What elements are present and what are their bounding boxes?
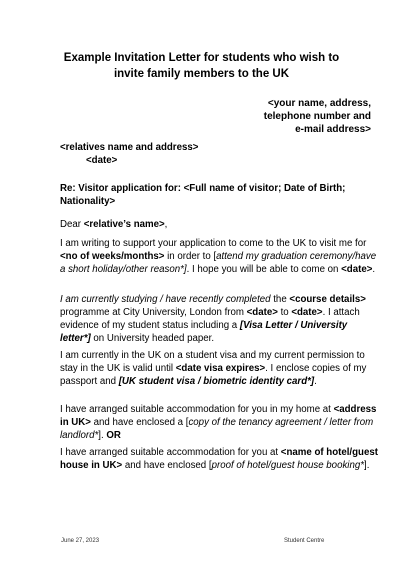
- para2-status: I am currently studying / have recently completed: [60, 294, 271, 305]
- paragraph-1: [60, 237, 380, 276]
- para2-course: <course details>: [289, 294, 366, 305]
- para5-booking-proof: proof of hotel/guest house booking*: [211, 460, 365, 471]
- para2-start-date: <date>: [246, 307, 278, 318]
- para4-text-2: and have enclosed a [: [90, 417, 189, 428]
- para1-text-2: in order to [: [164, 251, 217, 262]
- subject-prefix: Re: Visitor application for:: [60, 183, 184, 194]
- sender-address-line-3: e-mail address>: [295, 124, 371, 135]
- footer-source: Student Centre: [284, 538, 325, 544]
- title-line-2: invite family members to the UK: [113, 68, 290, 80]
- para3-text-3: .: [314, 376, 317, 387]
- para3-text-2: . I enclose copies of my passport and: [60, 363, 367, 387]
- para2-text-5: on University headed paper.: [90, 333, 215, 344]
- recipient-date: <date>: [86, 155, 118, 166]
- para1-reason: attend my graduation ceremony/have a short holiday/other reason*]: [60, 251, 377, 275]
- recipient-block: [60, 141, 380, 167]
- title-line-1: Example Invitation Letter for students who wish to: [63, 52, 340, 64]
- para3-text-1: I am currently in the UK on a student visa and my current permission to stay in the UK is valid until: [60, 350, 365, 374]
- para2-text-3: to: [277, 307, 292, 318]
- subject-details: <Full name of visitor; Date of Birth; Nationality>: [60, 183, 346, 207]
- para4-tenancy-doc: copy of the tenancy agreement / letter from landlord*: [60, 417, 374, 441]
- para4-address: <address in UK>: [60, 404, 377, 428]
- para4-or: OR: [106, 430, 121, 441]
- para3-visa-docs: [UK student visa / biometric identity card*]: [118, 376, 315, 387]
- salutation-suffix: ,: [164, 219, 168, 230]
- paragraph-3: [60, 349, 380, 388]
- para1-duration: <no of weeks/months>: [60, 251, 165, 262]
- para4-text-3: ].: [98, 430, 107, 441]
- footer-date: June 27, 2023: [61, 538, 100, 544]
- para2-text-2: programme at City University, London from: [60, 307, 247, 318]
- para1-text-3: . I hope you will be able to come on: [186, 264, 342, 275]
- sender-address: [264, 97, 371, 136]
- para5-text-1: I have arranged suitable accommodation for you at: [60, 447, 281, 458]
- sender-address-line-1: <your name, address,: [267, 98, 371, 109]
- para2-evidence: [Visa Letter / University letter*]: [60, 320, 348, 344]
- recipient-name-address: <relatives name and address>: [60, 142, 199, 153]
- para1-date: <date>: [341, 264, 373, 275]
- para5-text-2: and have enclosed [: [122, 460, 212, 471]
- para5-hotel: <name of hotel/guest house in UK>: [60, 447, 378, 471]
- paragraph-2: [60, 293, 380, 345]
- paragraph-4: [60, 403, 380, 442]
- salutation-prefix: Dear: [60, 219, 84, 230]
- subject-line: [60, 182, 380, 208]
- letter-title: [40, 50, 363, 82]
- para1-text-1: I am writing to support your application to come to the UK to visit me for: [60, 238, 367, 249]
- para2-text-1: the: [270, 294, 290, 305]
- salutation: [60, 218, 380, 231]
- para2-end-date: <date>: [291, 307, 323, 318]
- para3-visa-expiry: <date visa expires>: [175, 363, 266, 374]
- para1-text-4: .: [372, 264, 376, 275]
- sender-address-line-2: telephone number and: [263, 111, 371, 122]
- para5-text-3: ].: [364, 460, 370, 471]
- para2-text-4: . I attach evidence of my student status including a: [60, 307, 360, 331]
- paragraph-5: [60, 446, 380, 472]
- para4-text-1: I have arranged suitable accommodation for you in my home at: [60, 404, 334, 415]
- salutation-name: <relative’s name>: [83, 219, 165, 230]
